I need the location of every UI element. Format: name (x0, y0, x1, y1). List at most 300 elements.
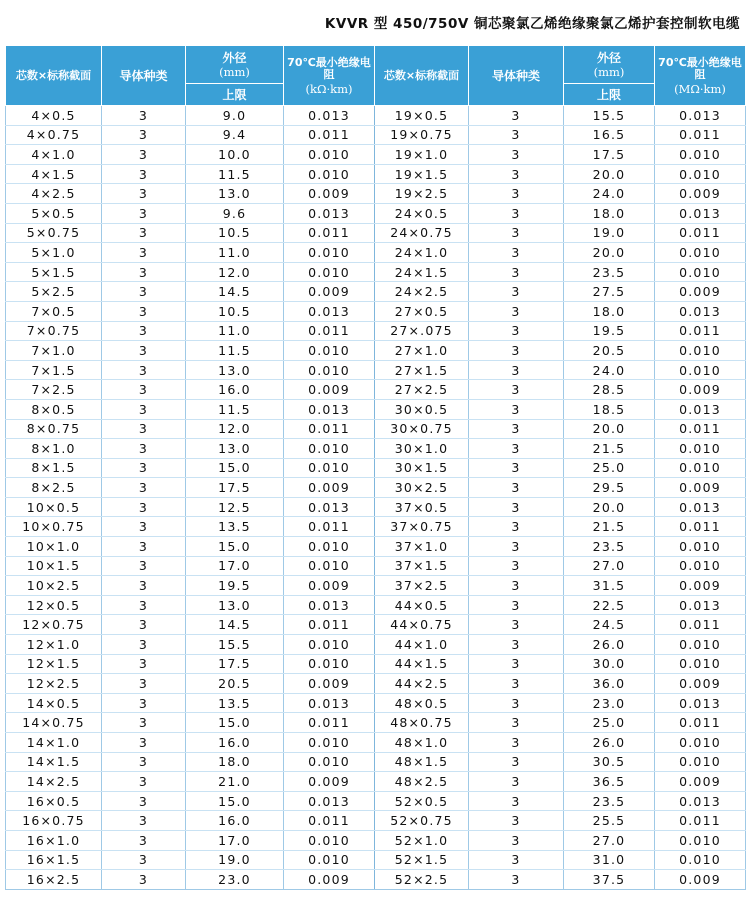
cell-outer-diameter-right: 30.5 (564, 752, 655, 772)
cell-insulation-resistance-right: 0.010 (655, 439, 746, 459)
cell-insulation-resistance-right: 0.010 (655, 733, 746, 753)
cell-cores-cross-section: 12×1.0 (6, 635, 102, 655)
cell-outer-diameter-right: 24.5 (564, 615, 655, 635)
table-row (6, 497, 746, 517)
cell-insulation-resistance-right: 0.013 (655, 399, 746, 419)
cell-outer-diameter: 10.5 (186, 223, 284, 243)
cell-conductor-type: 3 (102, 399, 186, 419)
cell-insulation-resistance: 0.010 (284, 145, 375, 165)
header-cores-cross-section: 芯数×标称截面 (6, 46, 102, 106)
cell-insulation-resistance-right: 0.011 (655, 223, 746, 243)
cell-outer-diameter-right: 29.5 (564, 478, 655, 498)
cell-insulation-resistance-right: 0.010 (655, 654, 746, 674)
cell-conductor-type-right: 3 (469, 223, 564, 243)
cell-insulation-resistance-right: 0.009 (655, 576, 746, 596)
cell-conductor-type: 3 (102, 243, 186, 263)
cell-cores-cross-section: 7×1.0 (6, 341, 102, 361)
table-row (6, 870, 746, 890)
cell-conductor-type-right: 3 (469, 576, 564, 596)
cell-cores-cross-section-right: 24×2.5 (375, 282, 469, 302)
cell-insulation-resistance: 0.013 (284, 497, 375, 517)
cell-outer-diameter-right: 19.5 (564, 321, 655, 341)
cell-outer-diameter-right: 20.0 (564, 419, 655, 439)
cell-cores-cross-section: 5×2.5 (6, 282, 102, 302)
cell-conductor-type-right: 3 (469, 380, 564, 400)
cell-conductor-type: 3 (102, 752, 186, 772)
cell-conductor-type-right: 3 (469, 203, 564, 223)
cell-outer-diameter-right: 26.0 (564, 635, 655, 655)
cell-cores-cross-section: 10×2.5 (6, 576, 102, 596)
cell-conductor-type-right: 3 (469, 537, 564, 557)
cell-insulation-resistance: 0.009 (284, 772, 375, 792)
table-row (6, 145, 746, 165)
cell-insulation-resistance-right: 0.009 (655, 870, 746, 890)
cell-insulation-resistance: 0.009 (284, 282, 375, 302)
cell-cores-cross-section: 4×0.75 (6, 125, 102, 145)
cell-cores-cross-section: 7×2.5 (6, 380, 102, 400)
header-insulation-resistance-left-label: 70℃最小绝缘电阻 (287, 55, 371, 81)
cell-conductor-type: 3 (102, 576, 186, 596)
cell-conductor-type-right: 3 (469, 282, 564, 302)
cell-insulation-resistance: 0.010 (284, 458, 375, 478)
cell-insulation-resistance-right: 0.010 (655, 556, 746, 576)
cell-insulation-resistance: 0.011 (284, 713, 375, 733)
cell-outer-diameter: 16.0 (186, 733, 284, 753)
cable-spec-table (5, 45, 746, 890)
cell-conductor-type-right: 3 (469, 830, 564, 850)
cell-cores-cross-section-right: 27×2.5 (375, 380, 469, 400)
cell-outer-diameter-right: 20.5 (564, 341, 655, 361)
cell-conductor-type: 3 (102, 145, 186, 165)
header-outer-diameter (186, 46, 284, 84)
cell-insulation-resistance-right: 0.010 (655, 262, 746, 282)
cell-cores-cross-section-right: 30×0.5 (375, 399, 469, 419)
cell-insulation-resistance-right: 0.011 (655, 615, 746, 635)
cell-cores-cross-section: 4×0.5 (6, 106, 102, 126)
cell-insulation-resistance-right: 0.013 (655, 595, 746, 615)
cell-outer-diameter: 15.0 (186, 791, 284, 811)
cell-conductor-type-right: 3 (469, 321, 564, 341)
cell-insulation-resistance: 0.010 (284, 360, 375, 380)
cell-outer-diameter: 9.0 (186, 106, 284, 126)
cell-cores-cross-section-right: 52×1.0 (375, 830, 469, 850)
cell-outer-diameter: 16.0 (186, 380, 284, 400)
table-row (6, 184, 746, 204)
cell-conductor-type-right: 3 (469, 106, 564, 126)
cell-insulation-resistance: 0.011 (284, 223, 375, 243)
cell-conductor-type: 3 (102, 184, 186, 204)
cell-conductor-type-right: 3 (469, 615, 564, 635)
table-header (6, 46, 746, 106)
cell-cores-cross-section: 8×1.0 (6, 439, 102, 459)
header-insulation-resistance-right-label: 70℃最小绝缘电阻 (658, 55, 742, 81)
cell-outer-diameter-right: 25.0 (564, 458, 655, 478)
cell-insulation-resistance-right: 0.010 (655, 164, 746, 184)
cell-cores-cross-section: 8×0.75 (6, 419, 102, 439)
cell-conductor-type: 3 (102, 497, 186, 517)
table-body (6, 106, 746, 890)
table-row (6, 772, 746, 792)
cell-cores-cross-section: 16×1.5 (6, 850, 102, 870)
header-insulation-resistance-right (655, 46, 746, 106)
cell-cores-cross-section-right: 44×2.5 (375, 674, 469, 694)
cell-insulation-resistance-right: 0.010 (655, 850, 746, 870)
cell-outer-diameter: 19.0 (186, 850, 284, 870)
cell-cores-cross-section: 14×1.5 (6, 752, 102, 772)
table-row (6, 243, 746, 263)
cell-outer-diameter: 15.5 (186, 635, 284, 655)
cell-outer-diameter-right: 31.0 (564, 850, 655, 870)
cell-cores-cross-section: 5×0.5 (6, 203, 102, 223)
cell-cores-cross-section-right: 30×0.75 (375, 419, 469, 439)
cell-conductor-type-right: 3 (469, 497, 564, 517)
header-cores-cross-section-right: 芯数×标称截面 (375, 46, 469, 106)
cell-insulation-resistance-right: 0.011 (655, 811, 746, 831)
cell-cores-cross-section: 7×1.5 (6, 360, 102, 380)
cell-outer-diameter: 23.0 (186, 870, 284, 890)
cell-conductor-type: 3 (102, 556, 186, 576)
header-insulation-resistance-right-unit: (MΩ·km) (674, 81, 726, 96)
cell-insulation-resistance-right: 0.009 (655, 380, 746, 400)
cell-cores-cross-section-right: 24×0.5 (375, 203, 469, 223)
cell-cores-cross-section: 8×1.5 (6, 458, 102, 478)
table-row (6, 791, 746, 811)
cell-outer-diameter: 11.0 (186, 243, 284, 263)
cell-conductor-type-right: 3 (469, 301, 564, 321)
cell-cores-cross-section: 14×1.0 (6, 733, 102, 753)
cell-conductor-type: 3 (102, 615, 186, 635)
cell-insulation-resistance-right: 0.010 (655, 458, 746, 478)
cell-cores-cross-section: 7×0.5 (6, 301, 102, 321)
cell-outer-diameter: 17.5 (186, 478, 284, 498)
cell-insulation-resistance: 0.010 (284, 164, 375, 184)
cell-outer-diameter: 17.0 (186, 830, 284, 850)
cell-outer-diameter-right: 26.0 (564, 733, 655, 753)
cell-conductor-type-right: 3 (469, 635, 564, 655)
cell-insulation-resistance-right: 0.010 (655, 537, 746, 557)
cell-conductor-type-right: 3 (469, 399, 564, 419)
cell-conductor-type-right: 3 (469, 184, 564, 204)
cell-outer-diameter: 12.0 (186, 262, 284, 282)
cell-outer-diameter-right: 19.0 (564, 223, 655, 243)
cell-outer-diameter: 14.5 (186, 615, 284, 635)
cell-conductor-type: 3 (102, 830, 186, 850)
cell-outer-diameter: 13.5 (186, 517, 284, 537)
cell-outer-diameter: 10.5 (186, 301, 284, 321)
cell-outer-diameter-right: 23.5 (564, 262, 655, 282)
cell-insulation-resistance: 0.011 (284, 811, 375, 831)
cell-outer-diameter-right: 25.5 (564, 811, 655, 831)
cell-insulation-resistance: 0.011 (284, 321, 375, 341)
cell-insulation-resistance-right: 0.010 (655, 830, 746, 850)
cell-conductor-type-right: 3 (469, 811, 564, 831)
cell-insulation-resistance: 0.010 (284, 262, 375, 282)
cell-insulation-resistance-right: 0.013 (655, 106, 746, 126)
cell-insulation-resistance: 0.013 (284, 399, 375, 419)
cell-outer-diameter-right: 18.0 (564, 203, 655, 223)
cell-insulation-resistance: 0.010 (284, 439, 375, 459)
cell-conductor-type: 3 (102, 282, 186, 302)
header-conductor-type-right: 导体种类 (469, 46, 564, 106)
cell-insulation-resistance: 0.009 (284, 184, 375, 204)
cell-conductor-type-right: 3 (469, 674, 564, 694)
cell-outer-diameter-right: 15.5 (564, 106, 655, 126)
cell-insulation-resistance: 0.011 (284, 615, 375, 635)
cell-conductor-type: 3 (102, 850, 186, 870)
cell-insulation-resistance-right: 0.010 (655, 360, 746, 380)
cell-outer-diameter: 15.0 (186, 537, 284, 557)
cell-cores-cross-section-right: 19×1.0 (375, 145, 469, 165)
cell-cores-cross-section-right: 27×.075 (375, 321, 469, 341)
cell-cores-cross-section: 10×0.5 (6, 497, 102, 517)
cell-cores-cross-section: 10×1.5 (6, 556, 102, 576)
cell-conductor-type-right: 3 (469, 772, 564, 792)
cell-conductor-type-right: 3 (469, 243, 564, 263)
cell-insulation-resistance: 0.010 (284, 654, 375, 674)
cell-outer-diameter-right: 27.0 (564, 556, 655, 576)
cell-insulation-resistance-right: 0.013 (655, 203, 746, 223)
cell-conductor-type-right: 3 (469, 458, 564, 478)
cell-insulation-resistance-right: 0.009 (655, 772, 746, 792)
cell-insulation-resistance-right: 0.013 (655, 301, 746, 321)
cell-insulation-resistance-right: 0.009 (655, 282, 746, 302)
cell-conductor-type: 3 (102, 791, 186, 811)
cell-conductor-type: 3 (102, 635, 186, 655)
cell-cores-cross-section: 4×1.5 (6, 164, 102, 184)
table-row (6, 399, 746, 419)
cell-conductor-type: 3 (102, 341, 186, 361)
cell-cores-cross-section: 14×0.75 (6, 713, 102, 733)
cell-insulation-resistance-right: 0.013 (655, 497, 746, 517)
cell-cores-cross-section: 7×0.75 (6, 321, 102, 341)
cell-insulation-resistance: 0.009 (284, 380, 375, 400)
cell-insulation-resistance: 0.013 (284, 693, 375, 713)
cell-cores-cross-section: 12×0.5 (6, 595, 102, 615)
cell-cores-cross-section-right: 30×1.0 (375, 439, 469, 459)
cell-cores-cross-section-right: 19×0.75 (375, 125, 469, 145)
cell-outer-diameter: 19.5 (186, 576, 284, 596)
cell-cores-cross-section-right: 48×2.5 (375, 772, 469, 792)
table-row (6, 380, 746, 400)
cell-conductor-type: 3 (102, 262, 186, 282)
cell-cores-cross-section-right: 37×0.5 (375, 497, 469, 517)
cell-cores-cross-section-right: 27×1.0 (375, 341, 469, 361)
cell-conductor-type-right: 3 (469, 733, 564, 753)
cell-outer-diameter: 17.5 (186, 654, 284, 674)
cell-cores-cross-section: 12×1.5 (6, 654, 102, 674)
cell-insulation-resistance-right: 0.009 (655, 478, 746, 498)
cell-outer-diameter-right: 36.0 (564, 674, 655, 694)
table-row (6, 478, 746, 498)
page-title: KVVR 型 450/750V 铜芯聚氯乙烯绝缘聚氯乙烯护套控制软电缆 (324, 16, 740, 32)
cell-insulation-resistance-right: 0.011 (655, 419, 746, 439)
cell-outer-diameter-right: 37.5 (564, 870, 655, 890)
cell-cores-cross-section-right: 27×0.5 (375, 301, 469, 321)
cell-conductor-type: 3 (102, 713, 186, 733)
cell-cores-cross-section-right: 48×1.5 (375, 752, 469, 772)
cell-conductor-type: 3 (102, 203, 186, 223)
header-outer-diameter-unit: (mm) (219, 64, 250, 79)
cell-conductor-type: 3 (102, 595, 186, 615)
cell-insulation-resistance: 0.010 (284, 830, 375, 850)
cell-insulation-resistance-right: 0.010 (655, 341, 746, 361)
cell-cores-cross-section: 16×0.5 (6, 791, 102, 811)
cell-cores-cross-section: 10×0.75 (6, 517, 102, 537)
cell-conductor-type: 3 (102, 125, 186, 145)
cell-outer-diameter-right: 23.5 (564, 791, 655, 811)
cell-cores-cross-section: 8×0.5 (6, 399, 102, 419)
cell-conductor-type: 3 (102, 772, 186, 792)
cell-cores-cross-section: 5×1.5 (6, 262, 102, 282)
cell-outer-diameter: 11.5 (186, 399, 284, 419)
cell-outer-diameter-right: 22.5 (564, 595, 655, 615)
cell-cores-cross-section-right: 52×1.5 (375, 850, 469, 870)
cell-cores-cross-section: 5×0.75 (6, 223, 102, 243)
table-row (6, 752, 746, 772)
cell-insulation-resistance-right: 0.011 (655, 517, 746, 537)
table-row (6, 321, 746, 341)
cell-outer-diameter: 13.0 (186, 184, 284, 204)
cell-cores-cross-section-right: 52×2.5 (375, 870, 469, 890)
table-row (6, 576, 746, 596)
header-insulation-resistance-left-unit: (kΩ·km) (305, 81, 353, 96)
cell-insulation-resistance: 0.010 (284, 341, 375, 361)
cell-conductor-type: 3 (102, 321, 186, 341)
table-row (6, 850, 746, 870)
cell-conductor-type-right: 3 (469, 791, 564, 811)
cell-conductor-type-right: 3 (469, 419, 564, 439)
cell-insulation-resistance: 0.013 (284, 106, 375, 126)
cell-conductor-type-right: 3 (469, 517, 564, 537)
cell-insulation-resistance: 0.010 (284, 556, 375, 576)
header-upper-limit-right: 上限 (564, 84, 655, 106)
table-row (6, 830, 746, 850)
cell-outer-diameter: 13.0 (186, 360, 284, 380)
cell-conductor-type: 3 (102, 674, 186, 694)
cell-outer-diameter: 12.0 (186, 419, 284, 439)
header-insulation-resistance-left (284, 46, 375, 106)
header-outer-diameter-right-label: 外径 (596, 50, 621, 65)
cell-cores-cross-section-right: 30×1.5 (375, 458, 469, 478)
cell-cores-cross-section-right: 44×0.5 (375, 595, 469, 615)
cell-conductor-type: 3 (102, 478, 186, 498)
table-row (6, 635, 746, 655)
cell-cores-cross-section: 4×2.5 (6, 184, 102, 204)
cell-conductor-type-right: 3 (469, 145, 564, 165)
table-row (6, 203, 746, 223)
cell-outer-diameter-right: 27.5 (564, 282, 655, 302)
cell-conductor-type: 3 (102, 654, 186, 674)
cell-outer-diameter: 13.5 (186, 693, 284, 713)
cell-conductor-type-right: 3 (469, 752, 564, 772)
cell-conductor-type-right: 3 (469, 850, 564, 870)
cell-outer-diameter-right: 30.0 (564, 654, 655, 674)
cell-outer-diameter-right: 21.5 (564, 517, 655, 537)
cell-outer-diameter-right: 23.5 (564, 537, 655, 557)
cell-cores-cross-section-right: 24×1.0 (375, 243, 469, 263)
cell-conductor-type-right: 3 (469, 556, 564, 576)
table-row (6, 595, 746, 615)
cell-cores-cross-section-right: 52×0.5 (375, 791, 469, 811)
cell-outer-diameter: 21.0 (186, 772, 284, 792)
cell-cores-cross-section-right: 24×1.5 (375, 262, 469, 282)
cell-conductor-type-right: 3 (469, 654, 564, 674)
cell-outer-diameter: 11.5 (186, 341, 284, 361)
cell-insulation-resistance: 0.010 (284, 850, 375, 870)
header-outer-diameter-label: 外径 (222, 50, 247, 65)
table-row (6, 125, 746, 145)
cell-insulation-resistance: 0.011 (284, 517, 375, 537)
table-row (6, 517, 746, 537)
table-row (6, 733, 746, 753)
cell-conductor-type: 3 (102, 458, 186, 478)
cell-insulation-resistance-right: 0.011 (655, 125, 746, 145)
cell-conductor-type-right: 3 (469, 360, 564, 380)
cell-conductor-type: 3 (102, 419, 186, 439)
table-row (6, 693, 746, 713)
cell-insulation-resistance: 0.009 (284, 870, 375, 890)
cell-outer-diameter-right: 27.0 (564, 830, 655, 850)
cell-outer-diameter: 11.0 (186, 321, 284, 341)
cell-cores-cross-section: 10×1.0 (6, 537, 102, 557)
cell-outer-diameter: 12.5 (186, 497, 284, 517)
cell-conductor-type-right: 3 (469, 164, 564, 184)
cell-cores-cross-section: 4×1.0 (6, 145, 102, 165)
table-row (6, 713, 746, 733)
cell-outer-diameter-right: 24.0 (564, 184, 655, 204)
cell-insulation-resistance: 0.010 (284, 537, 375, 557)
cell-insulation-resistance: 0.010 (284, 733, 375, 753)
cell-outer-diameter-right: 20.0 (564, 164, 655, 184)
cell-conductor-type-right: 3 (469, 693, 564, 713)
table-row (6, 811, 746, 831)
cell-insulation-resistance-right: 0.010 (655, 635, 746, 655)
cell-outer-diameter: 13.0 (186, 439, 284, 459)
table-row (6, 537, 746, 557)
cell-cores-cross-section: 16×2.5 (6, 870, 102, 890)
cell-cores-cross-section: 12×2.5 (6, 674, 102, 694)
cell-conductor-type-right: 3 (469, 713, 564, 733)
cell-insulation-resistance: 0.010 (284, 635, 375, 655)
table-row (6, 301, 746, 321)
cell-conductor-type: 3 (102, 439, 186, 459)
cell-cores-cross-section-right: 19×0.5 (375, 106, 469, 126)
cell-cores-cross-section-right: 19×2.5 (375, 184, 469, 204)
cell-cores-cross-section: 16×1.0 (6, 830, 102, 850)
cell-outer-diameter-right: 16.5 (564, 125, 655, 145)
table-row (6, 106, 746, 126)
cell-conductor-type-right: 3 (469, 595, 564, 615)
table-row (6, 615, 746, 635)
header-conductor-type: 导体种类 (102, 46, 186, 106)
cell-insulation-resistance-right: 0.011 (655, 713, 746, 733)
cell-cores-cross-section: 14×0.5 (6, 693, 102, 713)
cell-insulation-resistance-right: 0.013 (655, 693, 746, 713)
table-row (6, 341, 746, 361)
cell-cores-cross-section-right: 44×1.5 (375, 654, 469, 674)
cell-outer-diameter: 17.0 (186, 556, 284, 576)
cell-outer-diameter: 9.6 (186, 203, 284, 223)
table-row (6, 360, 746, 380)
cell-outer-diameter-right: 21.5 (564, 439, 655, 459)
cell-conductor-type: 3 (102, 870, 186, 890)
table-row (6, 223, 746, 243)
table-row (6, 458, 746, 478)
cell-insulation-resistance: 0.011 (284, 125, 375, 145)
cell-conductor-type: 3 (102, 301, 186, 321)
cell-insulation-resistance-right: 0.013 (655, 791, 746, 811)
cell-outer-diameter: 15.0 (186, 713, 284, 733)
